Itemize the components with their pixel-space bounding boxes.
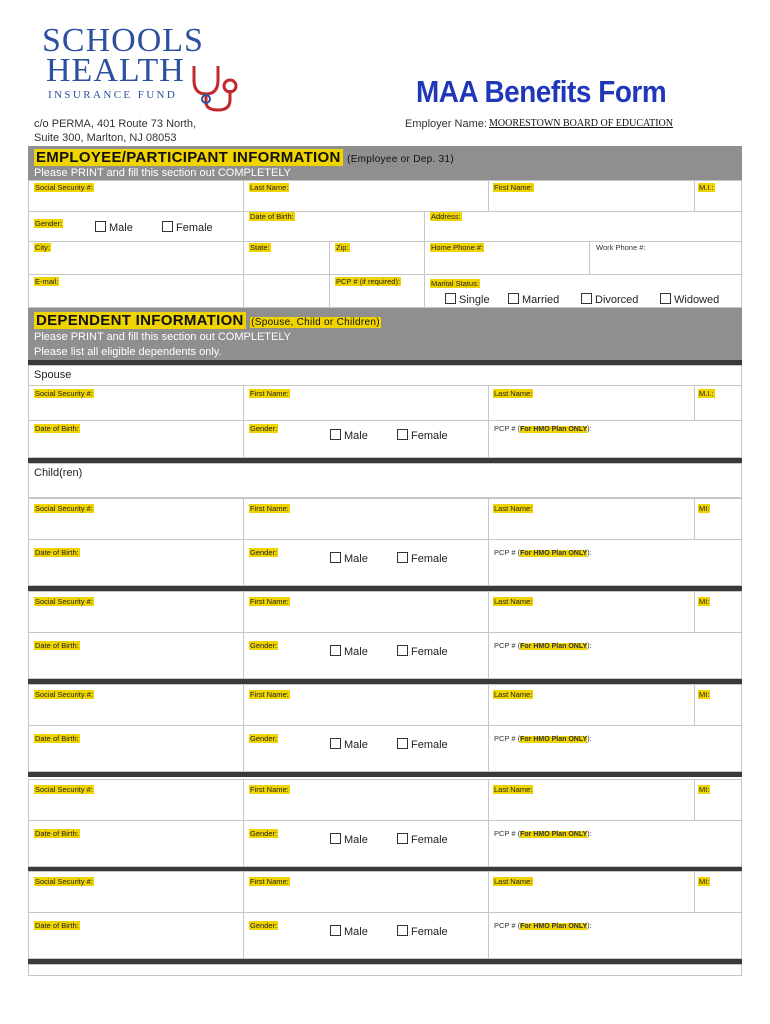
child-4-last-name-label: Last Name:: [494, 785, 533, 794]
address-line-2: Suite 300, Marlton, NJ 08053: [34, 132, 177, 144]
child-1-gender-label: Gender:: [250, 548, 278, 557]
logo-text-health: HEALTH: [46, 52, 185, 89]
child-4-female-checkbox[interactable]: Female: [397, 833, 448, 846]
employee-city-label: City:: [35, 243, 50, 252]
child-1-dob-label: Date of Birth:: [35, 548, 79, 557]
child-5-ssn-label: Social Security #:: [35, 877, 93, 886]
marital-divorced-checkbox[interactable]: Divorced: [581, 293, 638, 306]
employee-address-label: Address:: [431, 212, 461, 221]
spouse-female-checkbox[interactable]: Female: [397, 429, 448, 442]
child-2-female-checkbox[interactable]: Female: [397, 645, 448, 658]
spouse-dob-label: Date of Birth:: [35, 424, 79, 433]
employee-gender-label: Gender:: [35, 219, 63, 228]
employee-section-heading: EMPLOYEE/PARTICIPANT INFORMATION: [36, 149, 341, 166]
child-1-female-checkbox[interactable]: Female: [397, 552, 448, 565]
children-title: Child(ren): [34, 467, 83, 479]
child-2-mi-label: MI:: [699, 597, 710, 606]
employee-email-label: E-mail:: [35, 277, 59, 286]
child-2-dob-label: Date of Birth:: [35, 641, 79, 650]
child-1-pcp-label: PCP # (For HMO Plan ONLY):: [494, 548, 592, 557]
child-5-gender-label: Gender:: [250, 921, 278, 930]
child-5-dob-label: Date of Birth:: [35, 921, 79, 930]
child-3-female-checkbox[interactable]: Female: [397, 738, 448, 751]
employee-zip-label: Zip:: [336, 243, 349, 252]
employee-ssn-label: Social Security #:: [35, 183, 93, 192]
spouse-block: [28, 365, 742, 458]
child-3-mi-label: MI:: [699, 690, 710, 699]
employee-state-label: State:: [250, 243, 270, 252]
dependent-section-note: (Spouse, Child or Children): [251, 317, 380, 328]
child-2-first-name-label: First Name:: [250, 597, 289, 606]
employee-section-instruction: Please PRINT and fill this section out COMPLETELY: [34, 167, 291, 179]
marital-married-checkbox[interactable]: Married: [508, 293, 559, 306]
logo-text-schools: SCHOOLS: [42, 22, 204, 59]
form-title: MAA Benefits Form: [416, 74, 667, 109]
employee-male-checkbox[interactable]: Male: [95, 221, 133, 234]
employee-section-note: (Employee or Dep. 31): [347, 154, 454, 165]
employee-section-banner: [28, 146, 742, 180]
child-3-ssn-label: Social Security #:: [35, 690, 93, 699]
child-2-gender-label: Gender:: [250, 641, 278, 650]
child-4-pcp-label: PCP # (For HMO Plan ONLY):: [494, 829, 592, 838]
child-block: [28, 498, 742, 586]
child-2-male-checkbox[interactable]: Male: [330, 645, 368, 658]
child-5-mi-label: MI:: [699, 877, 710, 886]
child-4-first-name-label: First Name:: [250, 785, 289, 794]
child-3-first-name-label: First Name:: [250, 690, 289, 699]
child-5-first-name-label: First Name:: [250, 877, 289, 886]
child-block: [28, 591, 742, 679]
employee-pcp-label: PCP # (if required):: [336, 277, 401, 286]
employee-dob-label: Date of Birth:: [250, 212, 294, 221]
child-3-gender-label: Gender:: [250, 734, 278, 743]
child-2-ssn-label: Social Security #:: [35, 597, 93, 606]
child-2-pcp-label: PCP # (For HMO Plan ONLY):: [494, 641, 592, 650]
dependent-instruction-2: Please list all eligible dependents only.: [34, 346, 222, 358]
employer-label: Employer Name:: [405, 118, 487, 130]
spouse-last-name-label: Last Name:: [494, 389, 533, 398]
child-4-gender-label: Gender:: [250, 829, 278, 838]
child-2-last-name-label: Last Name:: [494, 597, 533, 606]
employee-mi-label: M.I.:: [699, 183, 714, 192]
spouse-ssn-label: Social Security #:: [35, 389, 93, 398]
child-5-female-checkbox[interactable]: Female: [397, 925, 448, 938]
child-5-last-name-label: Last Name:: [494, 877, 533, 886]
child-4-mi-label: MI:: [699, 785, 710, 794]
child-5-pcp-label: PCP # (For HMO Plan ONLY):: [494, 921, 592, 930]
child-block: [28, 779, 742, 867]
child-block: [28, 684, 742, 772]
child-3-last-name-label: Last Name:: [494, 690, 533, 699]
stethoscope-icon: [188, 64, 240, 112]
child-block: [28, 871, 742, 959]
employee-last-name-label: Last Name:: [250, 183, 289, 192]
employee-first-name-label: First Name:: [494, 183, 533, 192]
child-5-male-checkbox[interactable]: Male: [330, 925, 368, 938]
spouse-male-checkbox[interactable]: Male: [330, 429, 368, 442]
marital-widowed-checkbox[interactable]: Widowed: [660, 293, 719, 306]
child-1-first-name-label: First Name:: [250, 504, 289, 513]
spouse-gender-label: Gender:: [250, 424, 278, 433]
child-1-mi-label: MI:: [699, 504, 710, 513]
spouse-mi-label: M.I.:: [699, 389, 714, 398]
employee-work-phone-label: Work Phone #:: [596, 243, 646, 252]
child-3-male-checkbox[interactable]: Male: [330, 738, 368, 751]
dependent-instruction-1: Please PRINT and fill this section out COMPLETELY: [34, 331, 291, 343]
child-1-last-name-label: Last Name:: [494, 504, 533, 513]
child-1-ssn-label: Social Security #:: [35, 504, 93, 513]
employee-marital-label: Marital Status:: [431, 279, 479, 288]
logo-text-insurance-fund: INSURANCE FUND: [48, 89, 178, 101]
marital-single-checkbox[interactable]: Single: [445, 293, 490, 306]
child-4-male-checkbox[interactable]: Male: [330, 833, 368, 846]
address-line-1: c/o PERMA, 401 Route 73 North,: [34, 118, 197, 130]
dependent-section-banner: [28, 308, 742, 360]
child-3-pcp-label: PCP # (For HMO Plan ONLY):: [494, 734, 592, 743]
child-4-dob-label: Date of Birth:: [35, 829, 79, 838]
employee-female-checkbox[interactable]: Female: [162, 221, 213, 234]
employer-value: MOORESTOWN BOARD OF EDUCATION: [489, 118, 673, 129]
spouse-first-name-label: First Name:: [250, 389, 289, 398]
child-4-ssn-label: Social Security #:: [35, 785, 93, 794]
spouse-pcp-label: PCP # (For HMO Plan ONLY):: [494, 424, 592, 433]
spouse-title: Spouse: [34, 369, 72, 381]
child-1-male-checkbox[interactable]: Male: [330, 552, 368, 565]
dependent-section-heading: DEPENDENT INFORMATION: [36, 312, 244, 329]
employee-home-phone-label: Home Phone #:: [431, 243, 484, 252]
child-3-dob-label: Date of Birth:: [35, 734, 79, 743]
